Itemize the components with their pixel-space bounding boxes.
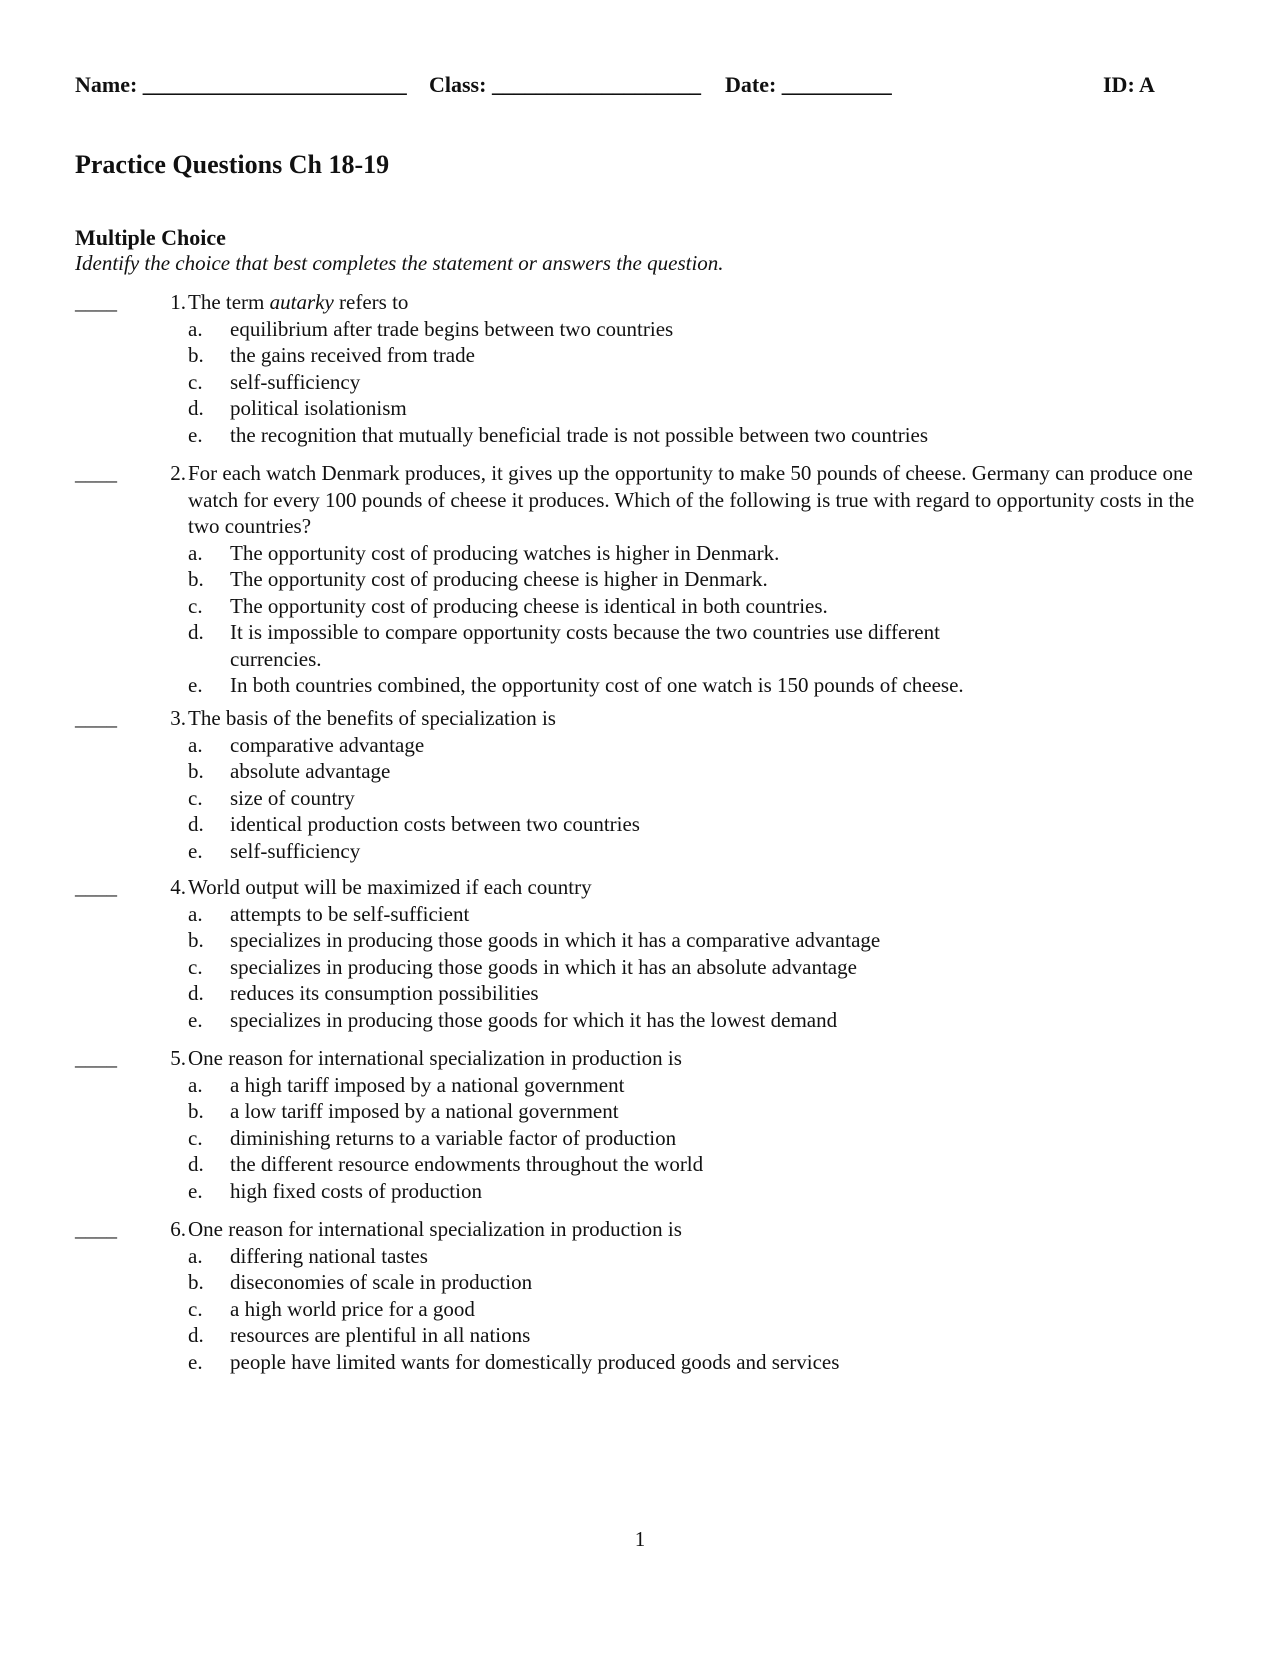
header-row (75, 72, 1220, 104)
choice-letter: d. (188, 396, 204, 420)
choice-c (188, 954, 1205, 981)
choice-letter: d. (188, 981, 204, 1005)
choice-text: equilibrium after trade begins between two countries (230, 316, 674, 341)
date-field: Date: __________ (725, 72, 892, 97)
question-4 (75, 874, 1205, 1033)
choice-text: reduces its consumption possibilities (230, 981, 539, 1005)
choice-b (188, 342, 1205, 369)
choice-d (188, 1151, 1205, 1178)
choice-e (188, 422, 1205, 449)
choice-e (188, 672, 1205, 699)
choice-letter: b. (188, 928, 204, 952)
choice-d (188, 619, 1205, 672)
choice-text: self-sufficiency (230, 838, 361, 863)
choice-a (188, 1243, 1205, 1270)
choice-text: specializes in producing those goods for which it has the lowest demand (230, 1007, 838, 1032)
choice-letter: b. (188, 1099, 204, 1123)
choice-letter: c. (188, 369, 203, 394)
choice-text: It is impossible to compare opportunity costs because the two countries use different currencies. (230, 620, 940, 671)
choice-text: The opportunity cost of producing watches is higher in Denmark. (230, 540, 780, 565)
choice-b (188, 927, 1205, 954)
choice-text: the gains received from trade (230, 343, 475, 367)
choice-letter: d. (188, 1323, 204, 1347)
choice-letter: a. (188, 901, 203, 926)
choice-d (188, 980, 1205, 1007)
choice-e (188, 838, 1205, 865)
stem-text: refers to (333, 290, 409, 314)
choice-a (188, 316, 1205, 343)
question-number: 4. (170, 875, 186, 899)
choice-letter: a. (188, 1243, 203, 1268)
choice-b (188, 758, 1205, 785)
choice-d (188, 395, 1205, 422)
choice-text: a high world price for a good (230, 1296, 475, 1321)
choice-letter: c. (188, 954, 203, 979)
choice-letter: a. (188, 732, 203, 757)
question-stem: World output will be maximized if each country (188, 875, 592, 899)
choice-text: size of country (230, 785, 355, 810)
choice-text: differing national tastes (230, 1243, 428, 1268)
choice-b (188, 1269, 1205, 1296)
choice-a (188, 732, 1205, 759)
choice-letter: e. (188, 1178, 203, 1203)
choice-e (188, 1007, 1205, 1034)
choice-text: the different resource endowments throughout the world (230, 1152, 704, 1176)
question-2 (75, 460, 1205, 699)
question-6 (75, 1216, 1205, 1375)
choice-c (188, 369, 1205, 396)
choice-letter: d. (188, 620, 204, 644)
choice-c (188, 1125, 1205, 1152)
stem-term: autarky (269, 290, 334, 314)
choice-text: a high tariff imposed by a national government (230, 1072, 625, 1097)
question-number: 3. (170, 706, 186, 730)
choice-letter: e. (188, 1007, 203, 1032)
choice-letter: c. (188, 1125, 203, 1150)
choice-text: diminishing returns to a variable factor of production (230, 1125, 677, 1150)
choice-a (188, 1072, 1205, 1099)
class-field: Class: ___________________ (429, 72, 701, 97)
choice-e (188, 1349, 1205, 1376)
choice-letter: b. (188, 343, 204, 367)
choice-b (188, 1098, 1205, 1125)
choice-text: comparative advantage (230, 732, 425, 757)
answer-blank: ____ (75, 461, 117, 485)
choice-letter: a. (188, 316, 203, 341)
choice-letter: e. (188, 1349, 203, 1374)
choice-c (188, 785, 1205, 812)
choice-text: specializes in producing those goods in which it has an absolute advantage (230, 954, 857, 979)
stem-text: The term (188, 290, 270, 314)
choice-text: The opportunity cost of producing cheese is identical in both countries. (230, 593, 828, 618)
answer-blank: ____ (75, 1046, 117, 1070)
question-stem: The basis of the benefits of specialization is (188, 706, 556, 730)
choice-letter: c. (188, 593, 203, 618)
section-instructions: Identify the choice that best completes the statement or answers the question. (75, 251, 724, 275)
question-number: 6. (170, 1217, 186, 1241)
choice-c (188, 1296, 1205, 1323)
choice-e (188, 1178, 1205, 1205)
choice-letter: c. (188, 785, 203, 810)
choice-a (188, 540, 1205, 567)
question-stem: One reason for international specialization in production is (188, 1046, 682, 1070)
choice-letter: b. (188, 1270, 204, 1294)
choice-text: diseconomies of scale in production (230, 1270, 533, 1294)
answer-blank: ____ (75, 875, 117, 899)
choice-letter: a. (188, 540, 203, 565)
choice-text: the recognition that mutually beneficial trade is not possible between two countries (230, 422, 929, 447)
choice-text: self-sufficiency (230, 369, 361, 394)
question-number: 1. (170, 290, 186, 314)
page-number: 1 (634, 1527, 646, 1551)
choice-text: The opportunity cost of producing cheese is higher in Denmark. (230, 567, 768, 591)
section-title: Multiple Choice (75, 225, 226, 250)
question-number: 2. (170, 461, 186, 485)
choice-letter: e. (188, 422, 203, 447)
choice-letter: e. (188, 838, 203, 863)
choice-text: resources are plentiful in all nations (230, 1323, 531, 1347)
answer-blank: ____ (75, 1217, 117, 1241)
answer-blank: ____ (75, 290, 117, 314)
choice-text: high fixed costs of production (230, 1178, 482, 1203)
choice-d (188, 1322, 1205, 1349)
choice-text: In both countries combined, the opportunity cost of one watch is 150 pounds of cheese. (230, 673, 964, 697)
id-label: ID: A (1103, 72, 1155, 97)
choice-text: political isolationism (230, 396, 407, 420)
choice-letter: c. (188, 1296, 203, 1321)
question-3 (75, 705, 1205, 864)
choice-letter: b. (188, 759, 204, 783)
choice-text: specializes in producing those goods in which it has a comparative advantage (230, 928, 881, 952)
question-stem: One reason for international specialization in production is (188, 1217, 682, 1241)
choice-text: absolute advantage (230, 759, 391, 783)
choice-text: identical production costs between two countries (230, 812, 640, 836)
name-field: Name: ________________________ (75, 72, 407, 97)
choice-d (188, 811, 1205, 838)
question-5 (75, 1045, 1205, 1204)
question-stem (188, 289, 1205, 316)
question-number: 5. (170, 1046, 186, 1070)
choice-text: attempts to be self-sufficient (230, 901, 470, 926)
question-stem: For each watch Denmark produces, it gives up the opportunity to make 50 pounds of cheese. Germany can produce one watch for every 100 pounds of cheese it produces. Which of the following is true with regard to opportunity costs in the two countries? (188, 461, 1195, 538)
page-title: Practice Questions Ch 18-19 (75, 150, 390, 179)
choice-letter: d. (188, 1152, 204, 1176)
choice-letter: b. (188, 567, 204, 591)
choice-b (188, 566, 1205, 593)
choice-letter: d. (188, 812, 204, 836)
choice-a (188, 901, 1205, 928)
choice-c (188, 593, 1205, 620)
choice-letter: e. (188, 673, 203, 697)
choice-text: people have limited wants for domestically produced goods and services (230, 1349, 840, 1374)
answer-blank: ____ (75, 706, 117, 730)
choice-text: a low tariff imposed by a national government (230, 1099, 619, 1123)
question-1 (75, 289, 1205, 448)
choice-letter: a. (188, 1072, 203, 1097)
